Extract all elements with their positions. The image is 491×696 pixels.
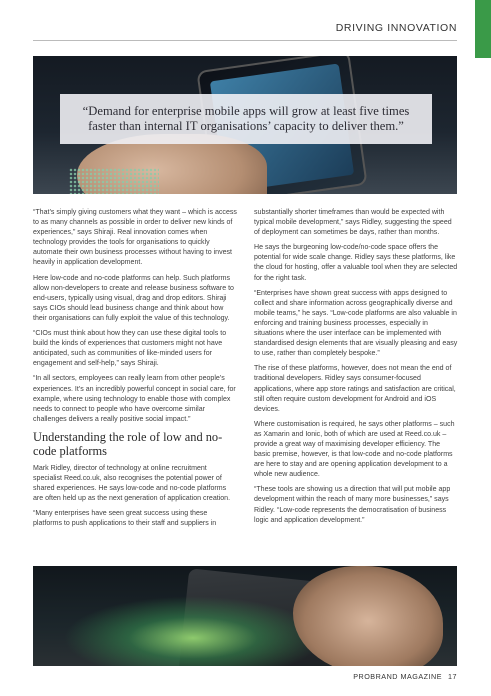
paragraph: “That’s simply giving customers what they want – which is access to as many channels as possible in order to deliver new kinds of experiences,” says Shiraji. Real innovation comes when technology provides the tools for organisations to quickly automate their own business processes without having to invest heavily in application development. [33,209,237,267]
light-glow [63,596,323,666]
section-title: DRIVING INNOVATION [335,22,457,34]
paragraph: The rise of these platforms, however, does not mean the end of traditional developers. Ridley says consumer-focused applications, where app store ratings and satisfaction are critical, still often require custom development for Android and iOS devices. [254,365,456,413]
paragraph: Mark Ridley, director of technology at online recruitment specialist Reed.co.uk, also recognises the potential power of shared experiences. He says low-code and no-code platforms are often held up as the next generation of application creation. [33,464,231,503]
page-number: 17 [448,672,457,681]
paragraph: “Enterprises have shown great success with apps designed to collect and share information across geographically diverse and mobile teams,” he says. “Low-code platforms are also valuable in enforcing and training business processes, especially in situations where the user interface can be implemented with standardised design elements that are visually pleasing and easy to use, rather than completely bespoke.” [254,289,458,358]
sleeve-pattern [69,168,159,194]
paragraph: Where customisation is required, he says other platforms – such as Xamarin and Ionic, both of which are used at Reed.co.uk – provide a great way of maximising developer efficiency. The basic premise, however, is that low-code and no-code platforms are here to stay and are opening application development to a whole new audience. [254,420,455,479]
section-color-tab [475,0,491,58]
paragraph: “CIOs must think about how they can use these digital tools to build the kinds of experiences that customers might not have anticipated, such as communities of like-minded users for engagement and self-help,” says Shiraji. [33,330,227,368]
hand-image [293,566,443,666]
paragraph: Here low-code and no-code platforms can help. Such platforms allow non-developers to create and release business software to end-users, typically using visual, drag and drop editors. Shiraji says CIOs should lead business change and think about how their organisations can fully exploit the value of this technology. [33,274,234,322]
paragraph: “These tools are showing us a direction that will put mobile app development within the reach of many more businesses,” says Ridley. “Low-code represents the democratisation of business logic and application development.” [254,486,451,524]
paragraph: He says the burgeoning low-code/no-code space offers the potential for wide scale change. Ridley says these platforms, like the cloud for hosting, offer a valuable tool when they are selected for the right task. [254,244,458,282]
header-rule [33,40,457,41]
section-heading: Understanding the role of low and no-code platforms [33,429,223,459]
paragraph: substantially shorter timeframes than would be expected with typical mobile development,” says Ridley, suggesting the speed of deployment can sometimes be days, rather than months. [254,209,452,237]
tablet-photo [33,566,457,666]
paragraph: “Many enterprises have seen great success using these platforms to push applications to their staff and suppliers in [33,510,217,528]
pull-quote: “Demand for enterprise mobile apps will grow at least five times faster than internal IT organisations’ capacity to deliver them.” [60,94,432,144]
right-column [254,208,458,531]
left-column [33,208,237,534]
page-footer [353,672,457,681]
magazine-name: PROBRAND MAGAZINE [353,672,442,681]
paragraph: “In all sectors, employees can really learn from other people’s experiences. It’s an incredibly powerful concept in social care, for example, where using technology to enable those with complex needs to connect to people who have overcome similar challenges delivers a really positive social impact.” [33,375,236,423]
